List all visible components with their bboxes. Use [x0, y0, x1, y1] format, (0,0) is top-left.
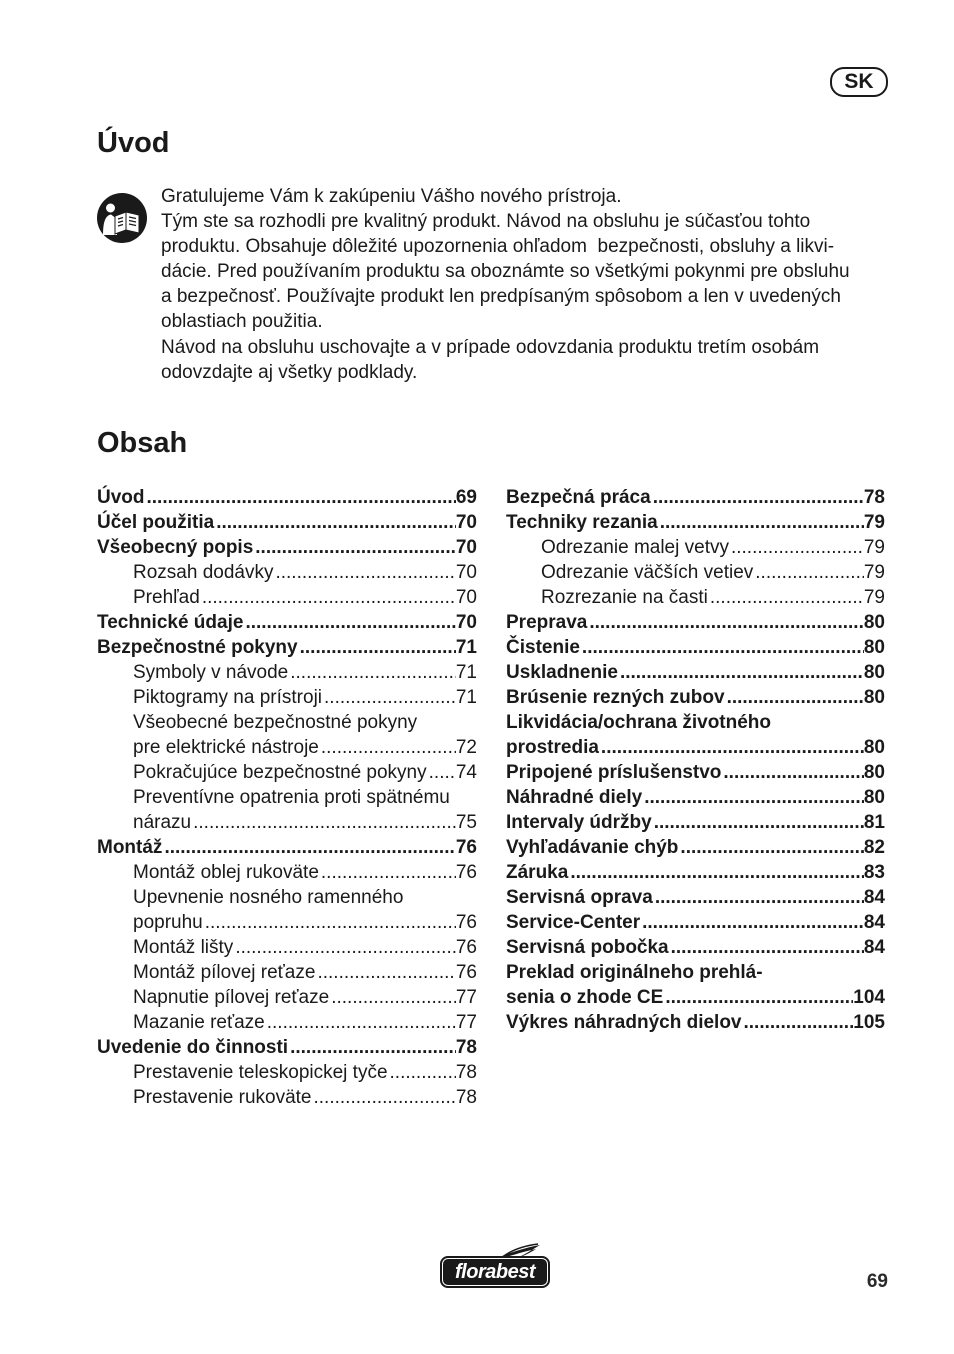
toc-entry-label: Montáž lišty [133, 937, 234, 958]
intro-line: Gratulujeme Vám k zakúpeniu Vášho nového prístroja. [161, 186, 622, 207]
toc-entry-label: Prehľad [133, 587, 200, 608]
intro-line: Návod na obsluhu uschovajte a v prípade odovzdania produktu tretím osobám [161, 336, 820, 358]
toc-entry [97, 810, 477, 835]
dot-leader [710, 585, 864, 610]
toc-entry-label: Likvidácia/ochrana životného [506, 712, 772, 733]
toc-entry [97, 985, 477, 1010]
toc-entry-page: 80 [863, 787, 885, 808]
toc-entry [506, 710, 885, 735]
toc-entry [506, 810, 885, 835]
toc-entry-page: 70 [455, 537, 477, 558]
dot-leader [589, 610, 864, 635]
toc-entry-page: 80 [863, 612, 885, 633]
dot-leader [331, 985, 456, 1010]
toc-entry [97, 885, 477, 910]
toc-entry-label: Preventívne opatrenia proti spätnému [133, 787, 450, 808]
dot-leader [321, 735, 456, 760]
toc-entry-page: 78 [863, 487, 885, 508]
dot-leader [582, 635, 864, 660]
dot-leader [275, 560, 455, 585]
toc-entry [506, 910, 885, 935]
dot-leader [644, 785, 864, 810]
toc-entry-label: Výkres náhradných dielov [506, 1012, 742, 1033]
toc-entry [97, 660, 477, 685]
language-badge: SK [830, 67, 888, 97]
toc-entry [506, 960, 885, 985]
toc-entry [506, 860, 885, 885]
toc-entry-page: 70 [455, 612, 477, 633]
toc-entry-page: 83 [863, 862, 885, 883]
toc-entry-page: 71 [455, 637, 477, 658]
toc-entry-label: Montáž [97, 837, 163, 858]
dot-leader [665, 985, 853, 1010]
toc-entry-page: 72 [455, 737, 477, 758]
toc-entry-page: 76 [455, 962, 477, 983]
brand-logo [440, 1256, 550, 1288]
intro-line: odovzdajte aj všetky podklady. [161, 361, 418, 383]
dot-leader [660, 510, 864, 535]
toc-entry [97, 735, 477, 760]
toc-entry-page: 77 [455, 1012, 477, 1033]
intro-line: a bezpečnosť. Používajte produkt len predpísaným spôsobom a len v uvedených [161, 286, 841, 308]
toc-entry [97, 485, 477, 510]
toc-entry-page: 79 [863, 537, 885, 558]
dot-leader [671, 935, 864, 960]
toc-entry-page: 80 [863, 762, 885, 783]
toc-entry-label: Uskladnenie [506, 662, 618, 683]
intro-line: oblastiach použitia. [161, 311, 323, 333]
toc-entry-page: 81 [863, 812, 885, 833]
toc-entry-page: 71 [455, 662, 477, 683]
toc-entry-page: 70 [455, 587, 477, 608]
toc-entry-page: 82 [863, 837, 885, 858]
toc-entry-label: Intervaly údržby [506, 812, 652, 833]
toc-entry-page: 104 [853, 987, 885, 1008]
dot-leader [731, 535, 864, 560]
toc-entry-label: Pripojené príslušenstvo [506, 762, 722, 783]
toc-entry-label: Brúsenie rezných zubov [506, 687, 725, 708]
toc-entry [97, 760, 477, 785]
dot-leader [290, 1035, 456, 1060]
toc-entry-label: Náhradné diely [506, 787, 643, 808]
toc-entry [506, 535, 885, 560]
toc-entry-page: 78 [455, 1087, 477, 1108]
toc-entry [506, 735, 885, 760]
toc-entry-label: Preklad originálneho prehlá- [506, 962, 763, 983]
toc-entry [506, 835, 885, 860]
toc-entry-page: 78 [455, 1037, 477, 1058]
toc-entry-page: 74 [455, 762, 477, 783]
dot-leader [314, 1085, 456, 1110]
toc-entry-label: Servisná pobočka [506, 937, 669, 958]
toc-entry-label: Rozrezanie na časti [541, 587, 708, 608]
toc-entry-page: 77 [455, 987, 477, 1008]
toc-entry-page: 76 [455, 937, 477, 958]
toc-entry [506, 585, 885, 610]
read-manual-icon [96, 192, 148, 244]
toc-entry-page: 75 [455, 812, 477, 833]
page-number: 69 [866, 1271, 888, 1292]
dot-leader [755, 560, 864, 585]
toc-entry [97, 835, 477, 860]
dot-leader [255, 535, 456, 560]
toc-entry [506, 560, 885, 585]
toc-entry-page: 84 [863, 912, 885, 933]
toc-column-left [97, 485, 477, 1110]
toc-entry [97, 785, 477, 810]
toc-entry-label: Upevnenie nosného ramenného [133, 887, 404, 908]
dot-leader [205, 910, 456, 935]
toc-entry-label: popruhu [133, 912, 203, 933]
toc-entry-label: Techniky rezania [506, 512, 658, 533]
dot-leader [727, 685, 864, 710]
toc-entry-label: Pokračujúce bezpečnostné pokyny [133, 762, 427, 783]
contents-title: Obsah [97, 427, 188, 459]
toc-entry-label: Vyhľadávanie chýb [506, 837, 679, 858]
dot-leader [193, 810, 456, 835]
toc-entry [506, 935, 885, 960]
dot-leader [429, 760, 456, 785]
dot-leader [202, 585, 456, 610]
toc-entry [506, 510, 885, 535]
toc-entry [506, 610, 885, 635]
toc-entry [506, 660, 885, 685]
toc-entry-label: Bezpečná práca [506, 487, 651, 508]
toc-entry-page: 79 [863, 587, 885, 608]
dot-leader [390, 1060, 456, 1085]
toc-entry [506, 885, 885, 910]
toc-entry-page: 84 [863, 887, 885, 908]
dot-leader [653, 485, 864, 510]
toc-entry [97, 610, 477, 635]
toc-entry-page: 76 [455, 862, 477, 883]
toc-entry-label: Všeobecné bezpečnostné pokyny [133, 712, 418, 733]
toc-entry-page: 80 [863, 687, 885, 708]
toc-entry-page: 69 [455, 487, 477, 508]
toc-entry-label: Montáž pílovej reťaze [133, 962, 316, 983]
toc-entry-label: Montáž oblej rukoväte [133, 862, 319, 883]
toc-column-right [506, 485, 885, 1035]
dot-leader [317, 960, 455, 985]
toc-entry [506, 635, 885, 660]
toc-entry-label: Symboly v návode [133, 662, 289, 683]
toc-entry [97, 685, 477, 710]
dot-leader [164, 835, 455, 860]
toc-entry-page: 84 [863, 937, 885, 958]
toc-entry-label: Prestavenie rukoväte [133, 1087, 312, 1108]
toc-entry [97, 535, 477, 560]
toc-entry-label: pre elektrické nástroje [133, 737, 319, 758]
toc-entry-label: Service-Center [506, 912, 641, 933]
toc-entry [97, 560, 477, 585]
dot-leader [655, 885, 864, 910]
dot-leader [267, 1010, 456, 1035]
toc-entry-page: 70 [455, 562, 477, 583]
dot-leader [290, 660, 456, 685]
toc-entry-page: 79 [863, 512, 885, 533]
toc-entry [97, 960, 477, 985]
dot-leader [321, 860, 456, 885]
dot-leader [235, 935, 456, 960]
toc-entry [97, 1060, 477, 1085]
toc-entry [97, 510, 477, 535]
toc-entry-label: Prestavenie teleskopickej tyče [133, 1062, 388, 1083]
toc-entry [506, 1010, 885, 1035]
intro-title: Úvod [97, 127, 170, 159]
toc-entry [506, 485, 885, 510]
dot-leader [723, 760, 863, 785]
toc-entry-label: prostredia [506, 737, 599, 758]
toc-entry-label: Čistenie [506, 637, 580, 658]
toc-entry-label: Napnutie pílovej reťaze [133, 987, 330, 1008]
toc-entry [506, 785, 885, 810]
toc-entry-label: senia o zhode CE [506, 987, 664, 1008]
toc-entry-label: nárazu [133, 812, 192, 833]
toc-entry [506, 985, 885, 1010]
toc-entry-label: Účel použitia [97, 512, 215, 533]
toc-entry-page: 80 [863, 662, 885, 683]
dot-leader [570, 860, 864, 885]
toc-entry-page: 76 [455, 837, 477, 858]
brand-logo-text: florabest [455, 1261, 535, 1283]
dot-leader [642, 910, 864, 935]
toc-entry-page: 105 [853, 1012, 885, 1033]
toc-entry-page: 71 [455, 687, 477, 708]
toc-entry-label: Odrezanie väčších vetiev [541, 562, 754, 583]
dot-leader [654, 810, 864, 835]
toc-entry-label: Odrezanie malej vetvy [541, 537, 729, 558]
toc-entry [97, 710, 477, 735]
toc-entry [506, 685, 885, 710]
toc-entry-page: 80 [863, 737, 885, 758]
intro-line: Tým ste sa rozhodli pre kvalitný produkt. Návod na obsluhu je súčasťou tohto [161, 211, 811, 233]
toc-entry-label: Bezpečnostné pokyny [97, 637, 298, 658]
dot-leader [300, 635, 456, 660]
dot-leader [216, 510, 456, 535]
intro-line: produktu. Obsahuje dôležité upozornenia ohľadom bezpečnosti, obsluhy a likvi- [161, 236, 835, 258]
intro-line: dácie. Pred používaním produktu sa oboznámte so všetkými pokynmi pre obsluhu [161, 261, 850, 283]
dot-leader [147, 485, 456, 510]
toc-entry-label: Všeobecný popis [97, 537, 254, 558]
toc-entry-label: Mazanie reťaze [133, 1012, 265, 1033]
dot-leader [324, 685, 456, 710]
toc-entry [97, 1010, 477, 1035]
toc-entry [97, 860, 477, 885]
toc-entry-label: Záruka [506, 862, 569, 883]
toc-entry-label: Preprava [506, 612, 588, 633]
toc-entry-label: Technické údaje [97, 612, 244, 633]
toc-entry-page: 76 [455, 912, 477, 933]
dot-leader [601, 735, 864, 760]
toc-entry-page: 79 [863, 562, 885, 583]
toc-entry [97, 635, 477, 660]
toc-entry [97, 1035, 477, 1060]
toc-entry [97, 1085, 477, 1110]
toc-entry-label: Piktogramy na prístroji [133, 687, 323, 708]
toc-entry-label: Rozsah dodávky [133, 562, 274, 583]
toc-entry-page: 70 [455, 512, 477, 533]
toc-entry [506, 760, 885, 785]
dot-leader [744, 1010, 854, 1035]
toc-entry [97, 910, 477, 935]
dot-leader [620, 660, 864, 685]
toc-entry [97, 935, 477, 960]
toc-entry-page: 78 [455, 1062, 477, 1083]
dot-leader [680, 835, 863, 860]
dot-leader [245, 610, 455, 635]
toc-entry-label: Uvedenie do činnosti [97, 1037, 289, 1058]
intro-paragraph [161, 184, 850, 385]
toc-entry [97, 585, 477, 610]
toc-entry-label: Úvod [97, 487, 145, 508]
toc-entry-label: Servisná oprava [506, 887, 653, 908]
toc-entry-page: 80 [863, 637, 885, 658]
